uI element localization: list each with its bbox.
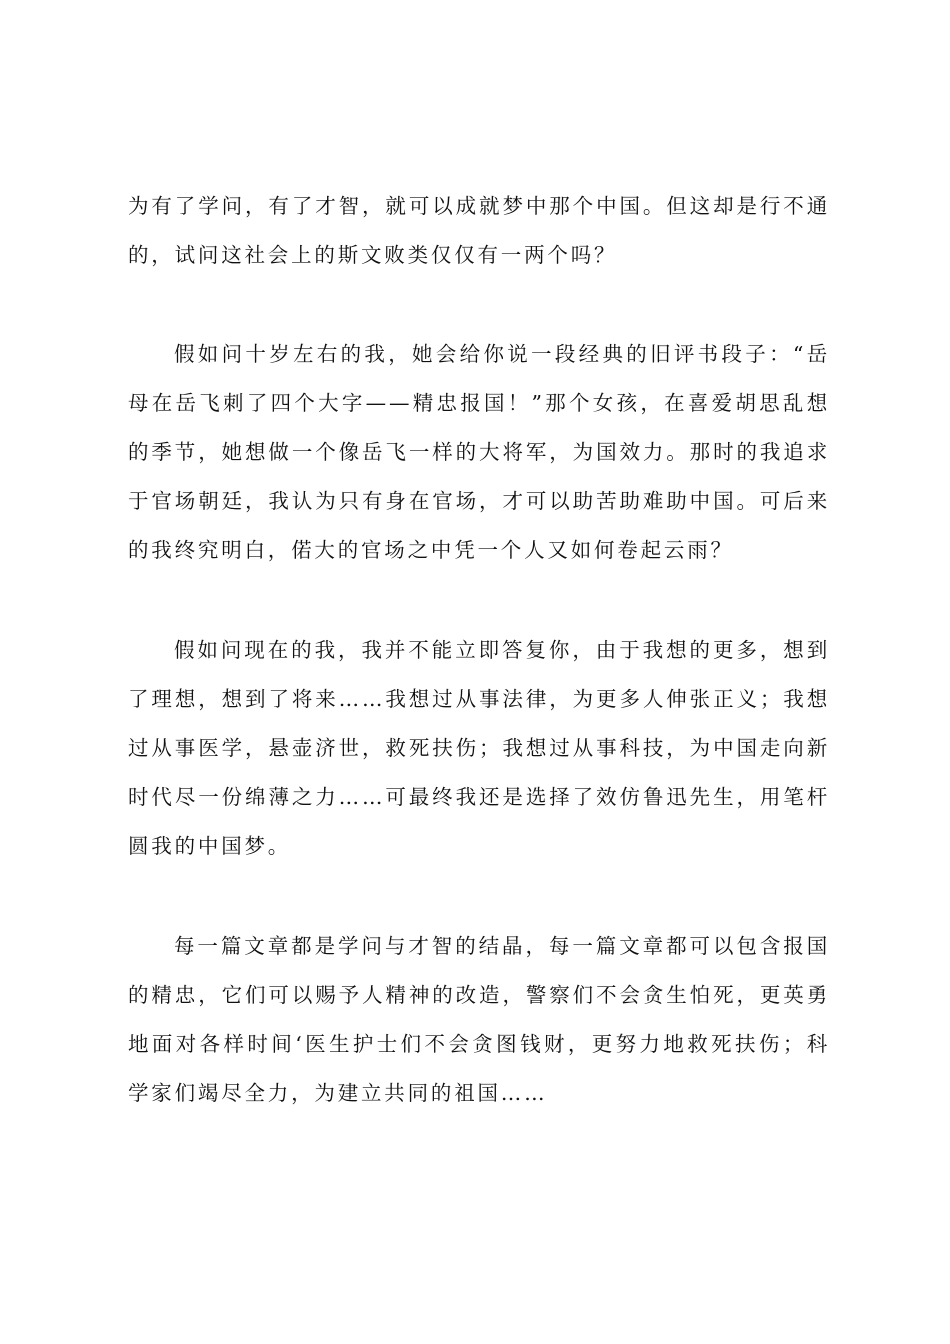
- paragraph-childhood-dream: 假如问十岁左右的我，她会给你说一段经典的旧评书段子：“岳母在岳飞刺了四个大字——精忠报国！”那个女孩，在喜爱胡思乱想的季节，她想做一个像岳飞一样的大将军，为国效力。那时的我追求于官场朝廷，我认为只有身在官场，才可以助苦助难助中国。可后来的我终究明白，偌大的官场之中凭一个人又如何卷起云雨？: [128, 342, 830, 562]
- paragraph-continuation: 为有了学问，有了才智，就可以成就梦中那个中国。但这却是行不通的，试问这社会上的斯文败类仅仅有一两个吗？: [128, 194, 830, 267]
- paragraph-present-dream: 假如问现在的我，我并不能立即答复你，由于我想的更多，想到了理想，想到了将来……我想过从事法律，为更多人伸张正义；我想过从事医学，悬壶济世，救死扶伤；我想过从事科技，为中国走向新时代尽一份绵薄之力……可最终我还是选择了效仿鲁迅先生，用笔杆圆我的中国梦。: [128, 638, 830, 858]
- paragraph-articles: 每一篇文章都是学问与才智的结晶，每一篇文章都可以包含报国的精忠，它们可以赐予人精神的改造，警察们不会贪生怕死，更英勇地面对各样时间‘医生护士们不会贪图钱财，更努力地救死扶伤；科学家们竭尽全力，为建立共同的祖国……: [128, 934, 830, 1105]
